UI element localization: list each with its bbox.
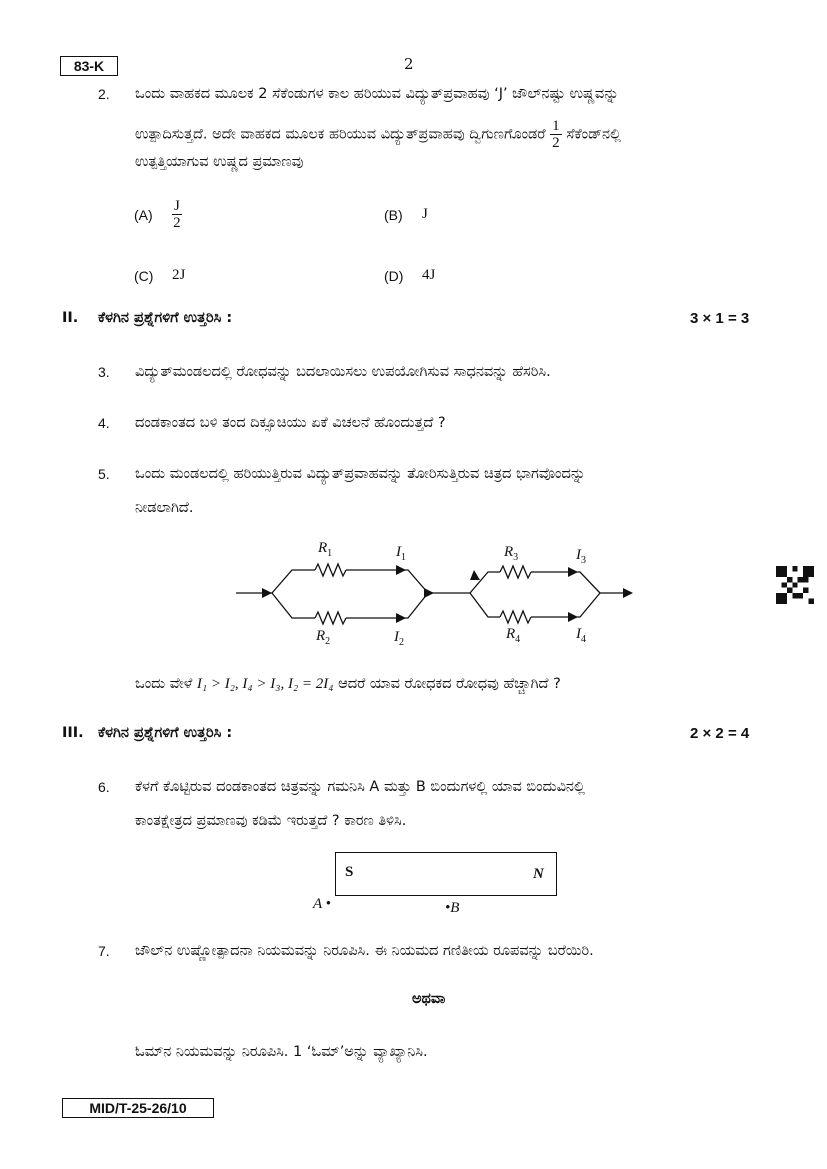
- label-i1: $I_1$: [396, 544, 406, 563]
- point-b-label: B: [450, 900, 460, 916]
- q2-option-d-label: (D): [384, 268, 404, 284]
- q2-option-a-value: [172, 198, 182, 231]
- resistor-r1-top: [315, 564, 346, 576]
- q2-line2-text: ಉತ್ಪಾದಿಸುತ್ತದೆ. ಅದೇ ವಾಹಕದ ಮೂಲಕ ಹರಿಯುವ ವಿದ್ಯುತ್‌ಪ್ರವಾಹವು ದ್ವಿಗುಣಗೊಂಡರೆ: [135, 126, 546, 143]
- q4-text: ದಂಡಕಾಂತದ ಬಳಿ ತಂದ ದಿಕ್ಸೂಚಿಯು ಏಕೆ ವಿಚಲನೆ ಹೊಂದುತ್ತದೆ ?: [135, 415, 446, 431]
- label-i4: $I_4$: [576, 626, 586, 645]
- q2-fraction: [550, 118, 562, 151]
- arrow-input: [262, 588, 272, 598]
- section-3-roman: III.: [62, 725, 84, 741]
- q7-number: 7.: [98, 943, 110, 959]
- q5-condition: [135, 674, 561, 694]
- arrow-i4: [568, 612, 578, 622]
- footer-code: MID/T-25-26/10: [62, 1098, 214, 1118]
- q6-line2: ಕಾಂತಕ್ಷೇತ್ರದ ಪ್ರಮಾಣವು ಕಡಿಮೆ ಇರುತ್ತದೆ ? ಕಾರಣ ತಿಳಿಸಿ.: [135, 813, 407, 829]
- point-a: A •: [313, 896, 331, 912]
- q4-number: 4.: [98, 415, 110, 431]
- q2-option-b-label: (B): [384, 207, 403, 223]
- q2-option-d-value: 4J: [422, 267, 436, 283]
- q2-line2-end: ಸೆಕೆಂಡ್‌ನಲ್ಲಿ: [566, 126, 622, 143]
- q2-line3: ಉತ್ಪತ್ತಿಯಾಗುವ ಉಷ್ಣದ ಪ್ರಮಾಣವು: [135, 154, 304, 170]
- circuit-diagram: [230, 530, 640, 660]
- q5-cond-math: I₁ > I₂, I₄ > I₃, I₂ = 2I₄: [196, 676, 334, 692]
- q2-frac-den: 2: [552, 135, 560, 151]
- q2-line1: ಒಂದು ವಾಹಕದ ಮೂಲಕ 2 ಸೆಕೆಂಡುಗಳ ಕಾಲ ಹರಿಯುವ ವಿದ್ಯುತ್‌ಪ್ರವಾಹವು ‘J’ ಜೌಲ್‌ನಷ್ಟು ಉಷ್ಣವನ್ನು: [135, 86, 619, 102]
- q6-line1: ಕೆಳಗೆ ಕೊಟ್ಟಿರುವ ದಂಡಕಾಂತದ ಚಿತ್ರವನ್ನು ಗಮನಿಸಿ A ಮತ್ತು B ಬಿಂದುಗಳಲ್ಲಿ ಯಾವ ಬಿಂದುವಿನಲ್ಲಿ: [135, 779, 585, 795]
- arrow-right-top-entry: [470, 570, 480, 580]
- q5-cond-prefix: ಒಂದು ವೇಳೆ: [135, 676, 193, 692]
- resistor-r2: [315, 612, 346, 624]
- label-i2: $I_2$: [394, 629, 404, 648]
- q7-or: ಅಥವಾ: [412, 991, 446, 1007]
- label-r4: $R_4$: [506, 626, 521, 645]
- q3-number: 3.: [98, 364, 110, 380]
- section-3-title: ಕೆಳಗಿನ ಪ್ರಶ್ನೆಗಳಿಗೆ ಉತ್ತರಿಸಿ :: [98, 725, 233, 741]
- q7-text: ಜೌಲ್‌ನ ಉಷ್ಣೋತ್ಪಾದನಾ ನಿಯಮವನ್ನು ನಿರೂಪಿಸಿ. ಈ ನಿಯಮದ ಗಣಿತೀಯ ರೂಪವನ್ನು ಬರೆಯಿರಿ.: [135, 943, 594, 959]
- section-2-marks: 3 × 1 = 3: [690, 310, 750, 327]
- magnet-south: S: [345, 864, 354, 880]
- q5-line2: ನೀಡಲಾಗಿದೆ.: [135, 500, 194, 516]
- label-r1-top: $R_1$: [318, 540, 333, 559]
- point-b: •B: [445, 900, 460, 916]
- magnet-north: N: [533, 866, 544, 882]
- page-number: 2: [404, 55, 414, 73]
- label-r2: $R_2$: [316, 628, 331, 647]
- q2-option-b-value: J: [422, 206, 428, 222]
- arrow-i1: [396, 565, 406, 575]
- resistor-r4: [500, 611, 531, 623]
- label-r3: $R_3$: [504, 544, 519, 563]
- q5-line1: ಒಂದು ಮಂಡಲದಲ್ಲಿ ಹರಿಯುತ್ತಿರುವ ವಿದ್ಯುತ್‌ಪ್ರವಾಹವನ್ನು ತೋರಿಸುತ್ತಿರುವ ಚಿತ್ರದ ಭಾಗವೊಂದನ್ನು: [135, 466, 586, 482]
- q2-frac-num: 1: [552, 118, 560, 134]
- q5-cond-suffix: ಆದರೆ ಯಾವ ರೋಧಕದ ರೋಧವು ಹೆಚ್ಚಾಗಿದೆ ?: [338, 676, 561, 692]
- bar-magnet: [335, 852, 557, 896]
- q2-number: 2.: [98, 86, 110, 102]
- q2-option-a-num: J: [174, 198, 180, 214]
- paper-code: 83-K: [60, 56, 118, 76]
- q2-option-c-label: (C): [134, 268, 154, 284]
- section-2-title: ಕೆಳಗಿನ ಪ್ರಶ್ನೆಗಳಿಗೆ ಉತ್ತರಿಸಿ :: [98, 310, 233, 326]
- q2-option-c-value: 2J: [172, 267, 186, 283]
- q7-alternative: ಓಮ್‌ನ ನಿಯಮವನ್ನು ನಿರೂಪಿಸಿ. 1 ‘ಓಮ್’ಅನ್ನು ವ್ಯಾಖ್ಯಾನಿಸಿ.: [135, 1044, 428, 1060]
- q6-number: 6.: [98, 779, 110, 795]
- q5-number: 5.: [98, 466, 110, 482]
- q2-line2: [135, 118, 621, 151]
- resistor-r3: [500, 566, 531, 578]
- q3-text: ವಿದ್ಯುತ್‌ಮಂಡಲದಲ್ಲಿ ರೋಧವನ್ನು ಬದಲಾಯಿಸಲು ಉಪಯೋಗಿಸುವ ಸಾಧನವನ್ನು ಹೆಸರಿಸಿ.: [135, 364, 551, 380]
- q2-option-a-den: 2: [173, 215, 181, 231]
- q2-option-a-label: (A): [134, 207, 153, 223]
- section-2-roman: II.: [62, 310, 79, 326]
- arrow-i2: [396, 613, 406, 623]
- section-3-marks: 2 × 2 = 4: [690, 725, 750, 742]
- qr-code: [776, 566, 814, 604]
- label-i3: $I_3$: [576, 547, 586, 566]
- arrow-output: [623, 588, 633, 598]
- arrow-mid: [424, 588, 434, 598]
- point-a-label: A: [313, 896, 322, 912]
- arrow-i3: [568, 567, 578, 577]
